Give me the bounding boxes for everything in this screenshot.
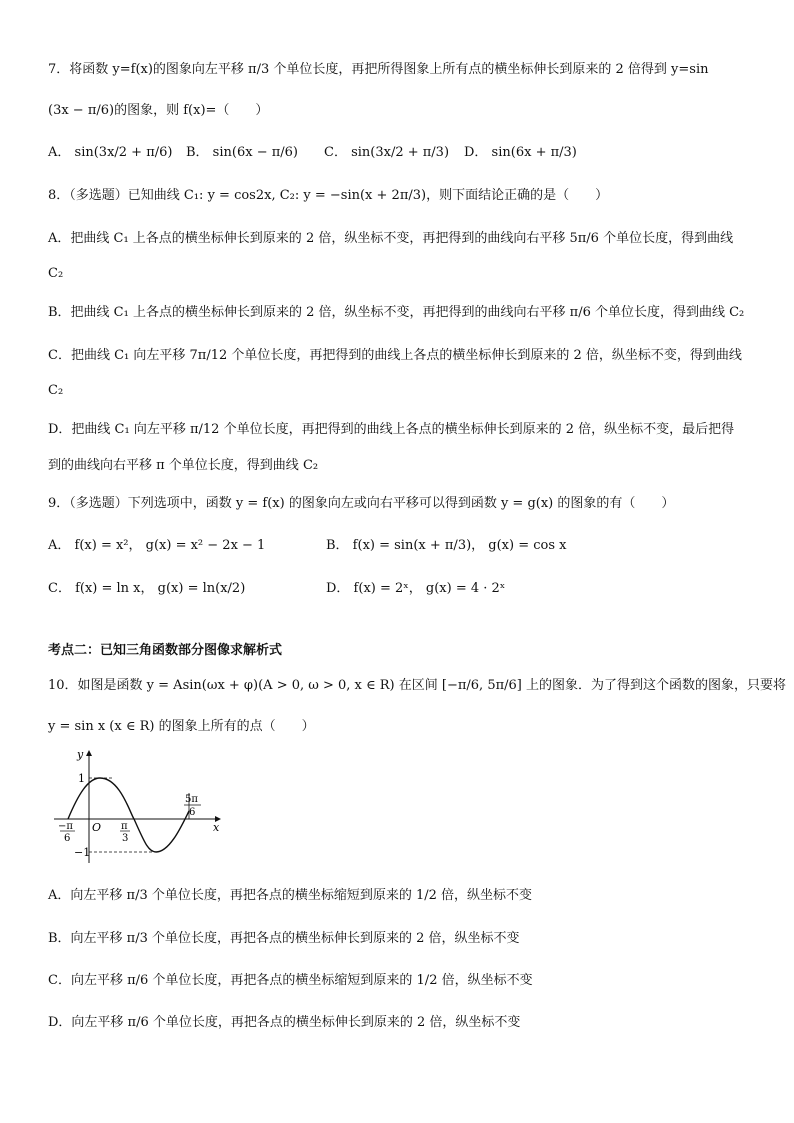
q9-option-d[interactable]: D． f(x) = 2ˣ， g(x) = 4 · 2ˣ xyxy=(326,581,506,596)
q7-stem-line2: (3x − π/6)的图象，则 f(x)=（ ） xyxy=(48,103,269,118)
q10-option-c[interactable]: C．向左平移 π/6 个单位长度，再把各点的横坐标缩短到原来的 1/2 倍，纵坐标不变 xyxy=(48,973,533,988)
tick-5pi6-den: 6 xyxy=(189,807,196,818)
tick-pi3-num: π xyxy=(121,821,128,832)
q7-stem-line1: 7．将函数 y=f(x)的图象向左平移 π/3 个单位长度，再把所得图象上所有点的横坐标伸长到原来的 2 倍得到 y=sin xyxy=(48,62,709,77)
tick-neg-pi6-den: 6 xyxy=(64,833,71,844)
tick-pi3-den: 3 xyxy=(122,833,129,844)
origin-label: O xyxy=(92,821,102,834)
q10-option-b[interactable]: B．向左平移 π/3 个单位长度，再把各点的横坐标伸长到原来的 2 倍，纵坐标不变 xyxy=(48,931,520,946)
sine-curve xyxy=(68,778,189,852)
q8-option-a-cont: C₂ xyxy=(48,266,64,281)
section-heading: 考点二：已知三角函数部分图像求解析式 xyxy=(48,643,283,658)
q8-stem: 8．（多选题）已知曲线 C₁: y = cos2x, C₂: y = −sin(x + 2π/3)，则下面结论正确的是（ ） xyxy=(48,188,609,203)
x-axis-label: x xyxy=(213,821,220,834)
q10-stem: 10．如图是函数 y = Asin(ωx + φ)(A > 0, ω > 0, x ∈ R) 在区间 [−π/6, 5π/6] 上的图象．为了得到这个函数的图象，只要将 xyxy=(48,678,786,693)
q9-option-c[interactable]: C． f(x) = ln x， g(x) = ln(x/2) xyxy=(48,581,246,596)
q7-option-b[interactable]: B． sin(6x − π/6) xyxy=(186,145,298,160)
q10-option-a[interactable]: A．向左平移 π/3 个单位长度，再把各点的横坐标缩短到原来的 1/2 倍，纵坐标不变 xyxy=(48,888,533,903)
y-axis-label: y xyxy=(77,748,84,761)
q9-stem: 9．（多选题）下列选项中，函数 y = f(x) 的图象向左或向右平移可以得到函数 y = g(x) 的图象的有（ ） xyxy=(48,496,675,511)
q10-stem-cont: y = sin x (x ∈ R) 的图象上所有的点（ ） xyxy=(48,719,315,734)
q8-option-d[interactable]: D．把曲线 C₁ 向左平移 π/12 个单位长度，再把得到的曲线上各点的横坐标伸长到原来的 2 倍，纵坐标不变，最后把得 xyxy=(48,422,735,437)
tick-1: 1 xyxy=(78,772,85,785)
q8-option-b[interactable]: B．把曲线 C₁ 上各点的横坐标伸长到原来的 2 倍，纵坐标不变，再把得到的曲线向右平移 π/6 个单位长度，得到曲线 C₂ xyxy=(48,305,745,320)
q8-option-c-cont: C₂ xyxy=(48,383,64,398)
q8-option-c[interactable]: C．把曲线 C₁ 向左平移 7π/12 个单位长度，再把得到的曲线上各点的横坐标伸长到原来的 2 倍，纵坐标不变，得到曲线 xyxy=(48,348,742,363)
tick-neg-pi6-num: −π xyxy=(58,821,73,832)
tick-neg1: −1 xyxy=(74,846,91,859)
q7-option-c[interactable]: C． sin(3x/2 + π/3) xyxy=(324,145,450,160)
q8-option-a[interactable]: A．把曲线 C₁ 上各点的横坐标伸长到原来的 2 倍，纵坐标不变，再把得到的曲线向右平移 5π/6 个单位长度，得到曲线 xyxy=(48,231,734,246)
q9-option-b[interactable]: B． f(x) = sin(x + π/3)， g(x) = cos x xyxy=(326,538,567,553)
q10-option-d[interactable]: D．向左平移 π/6 个单位长度，再把各点的横坐标伸长到原来的 2 倍，纵坐标不变 xyxy=(48,1015,521,1030)
tick-5pi6-num: 5π xyxy=(185,794,198,805)
q9-option-a[interactable]: A． f(x) = x²， g(x) = x² − 2x − 1 xyxy=(48,538,266,553)
q10-graph xyxy=(48,745,228,870)
q8-option-d-cont: 到的曲线向右平移 π 个单位长度，得到曲线 C₂ xyxy=(48,458,319,473)
q7-option-a[interactable]: A． sin(3x/2 + π/6) xyxy=(48,145,173,160)
q7-option-d[interactable]: D． sin(6x + π/3) xyxy=(464,145,577,160)
